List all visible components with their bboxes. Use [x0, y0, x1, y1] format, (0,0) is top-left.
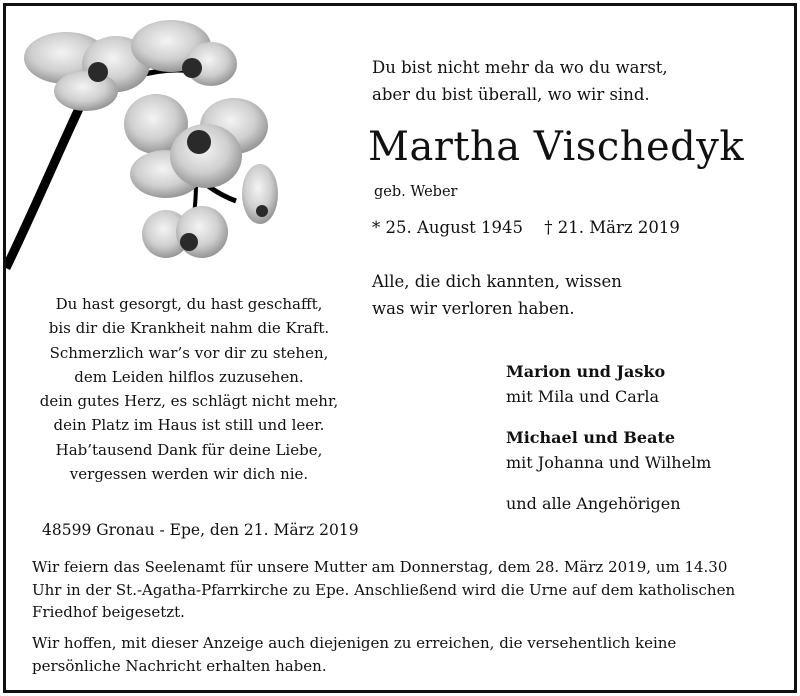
poem-line: vergessen werden wir dich nie. — [69, 465, 309, 484]
memorial-poem — [34, 292, 344, 486]
mourner-group — [506, 426, 711, 476]
poem-line: dein gutes Herz, es schlägt nicht mehr, — [39, 392, 339, 411]
mourner-children: mit Johanna und Wilhelm — [506, 453, 712, 472]
mourners-list — [506, 360, 711, 476]
poem-line: Schmerzlich war’s vor dir zu stehen, — [49, 343, 329, 362]
verse-line: was wir verloren haben. — [372, 299, 575, 318]
second-verse — [372, 268, 622, 322]
poem-line: Hab’tausend Dank für deine Liebe, — [55, 440, 323, 459]
relatives-line: und alle Angehörigen — [506, 494, 681, 513]
verse-line: aber du bist überall, wo wir sind. — [372, 85, 650, 104]
obituary-card — [3, 3, 797, 693]
poem-line: bis dir die Krankheit nahm die Kraft. — [48, 319, 330, 338]
mourner-family: Michael und Beate — [506, 428, 676, 447]
mourner-children: mit Mila und Carla — [506, 387, 660, 406]
deceased-name: Martha Vischedyk — [368, 124, 745, 170]
mourner-family: Marion und Jasko — [506, 362, 666, 381]
verse-line: Du bist nicht mehr da wo du warst, — [372, 58, 668, 77]
poem-line: dem Leiden hilflos zuzusehen. — [74, 367, 304, 386]
death-date: † 21. März 2019 — [544, 218, 680, 237]
orchid-image — [6, 6, 296, 286]
poem-line: Du hast gesorgt, du hast geschafft, — [55, 295, 323, 313]
opening-verse — [372, 54, 668, 108]
birth-date: * 25. August 1945 — [372, 218, 524, 237]
life-dates — [372, 218, 680, 237]
birth-name: geb. Weber — [374, 184, 458, 200]
mourner-group — [506, 360, 711, 410]
poem-line: dein Platz im Haus ist still und leer. — [53, 416, 325, 435]
service-notice: Wir feiern das Seelenamt für unsere Mutter am Donnerstag, dem 28. März 2019, um 14.30 Uhr in der St.-Agatha-Pfarrkirche zu Epe. Anschließend wird die Urne auf dem katholischen Friedhof beigesetzt. — [32, 558, 736, 621]
place-date: 48599 Gronau - Epe, den 21. März 2019 — [42, 521, 359, 539]
verse-line: Alle, die dich kannten, wissen — [372, 272, 622, 291]
closing-notice: Wir hoffen, mit dieser Anzeige auch diejenigen zu erreichen, die versehentlich keine persönliche Nachricht erhalten haben. — [32, 634, 677, 675]
